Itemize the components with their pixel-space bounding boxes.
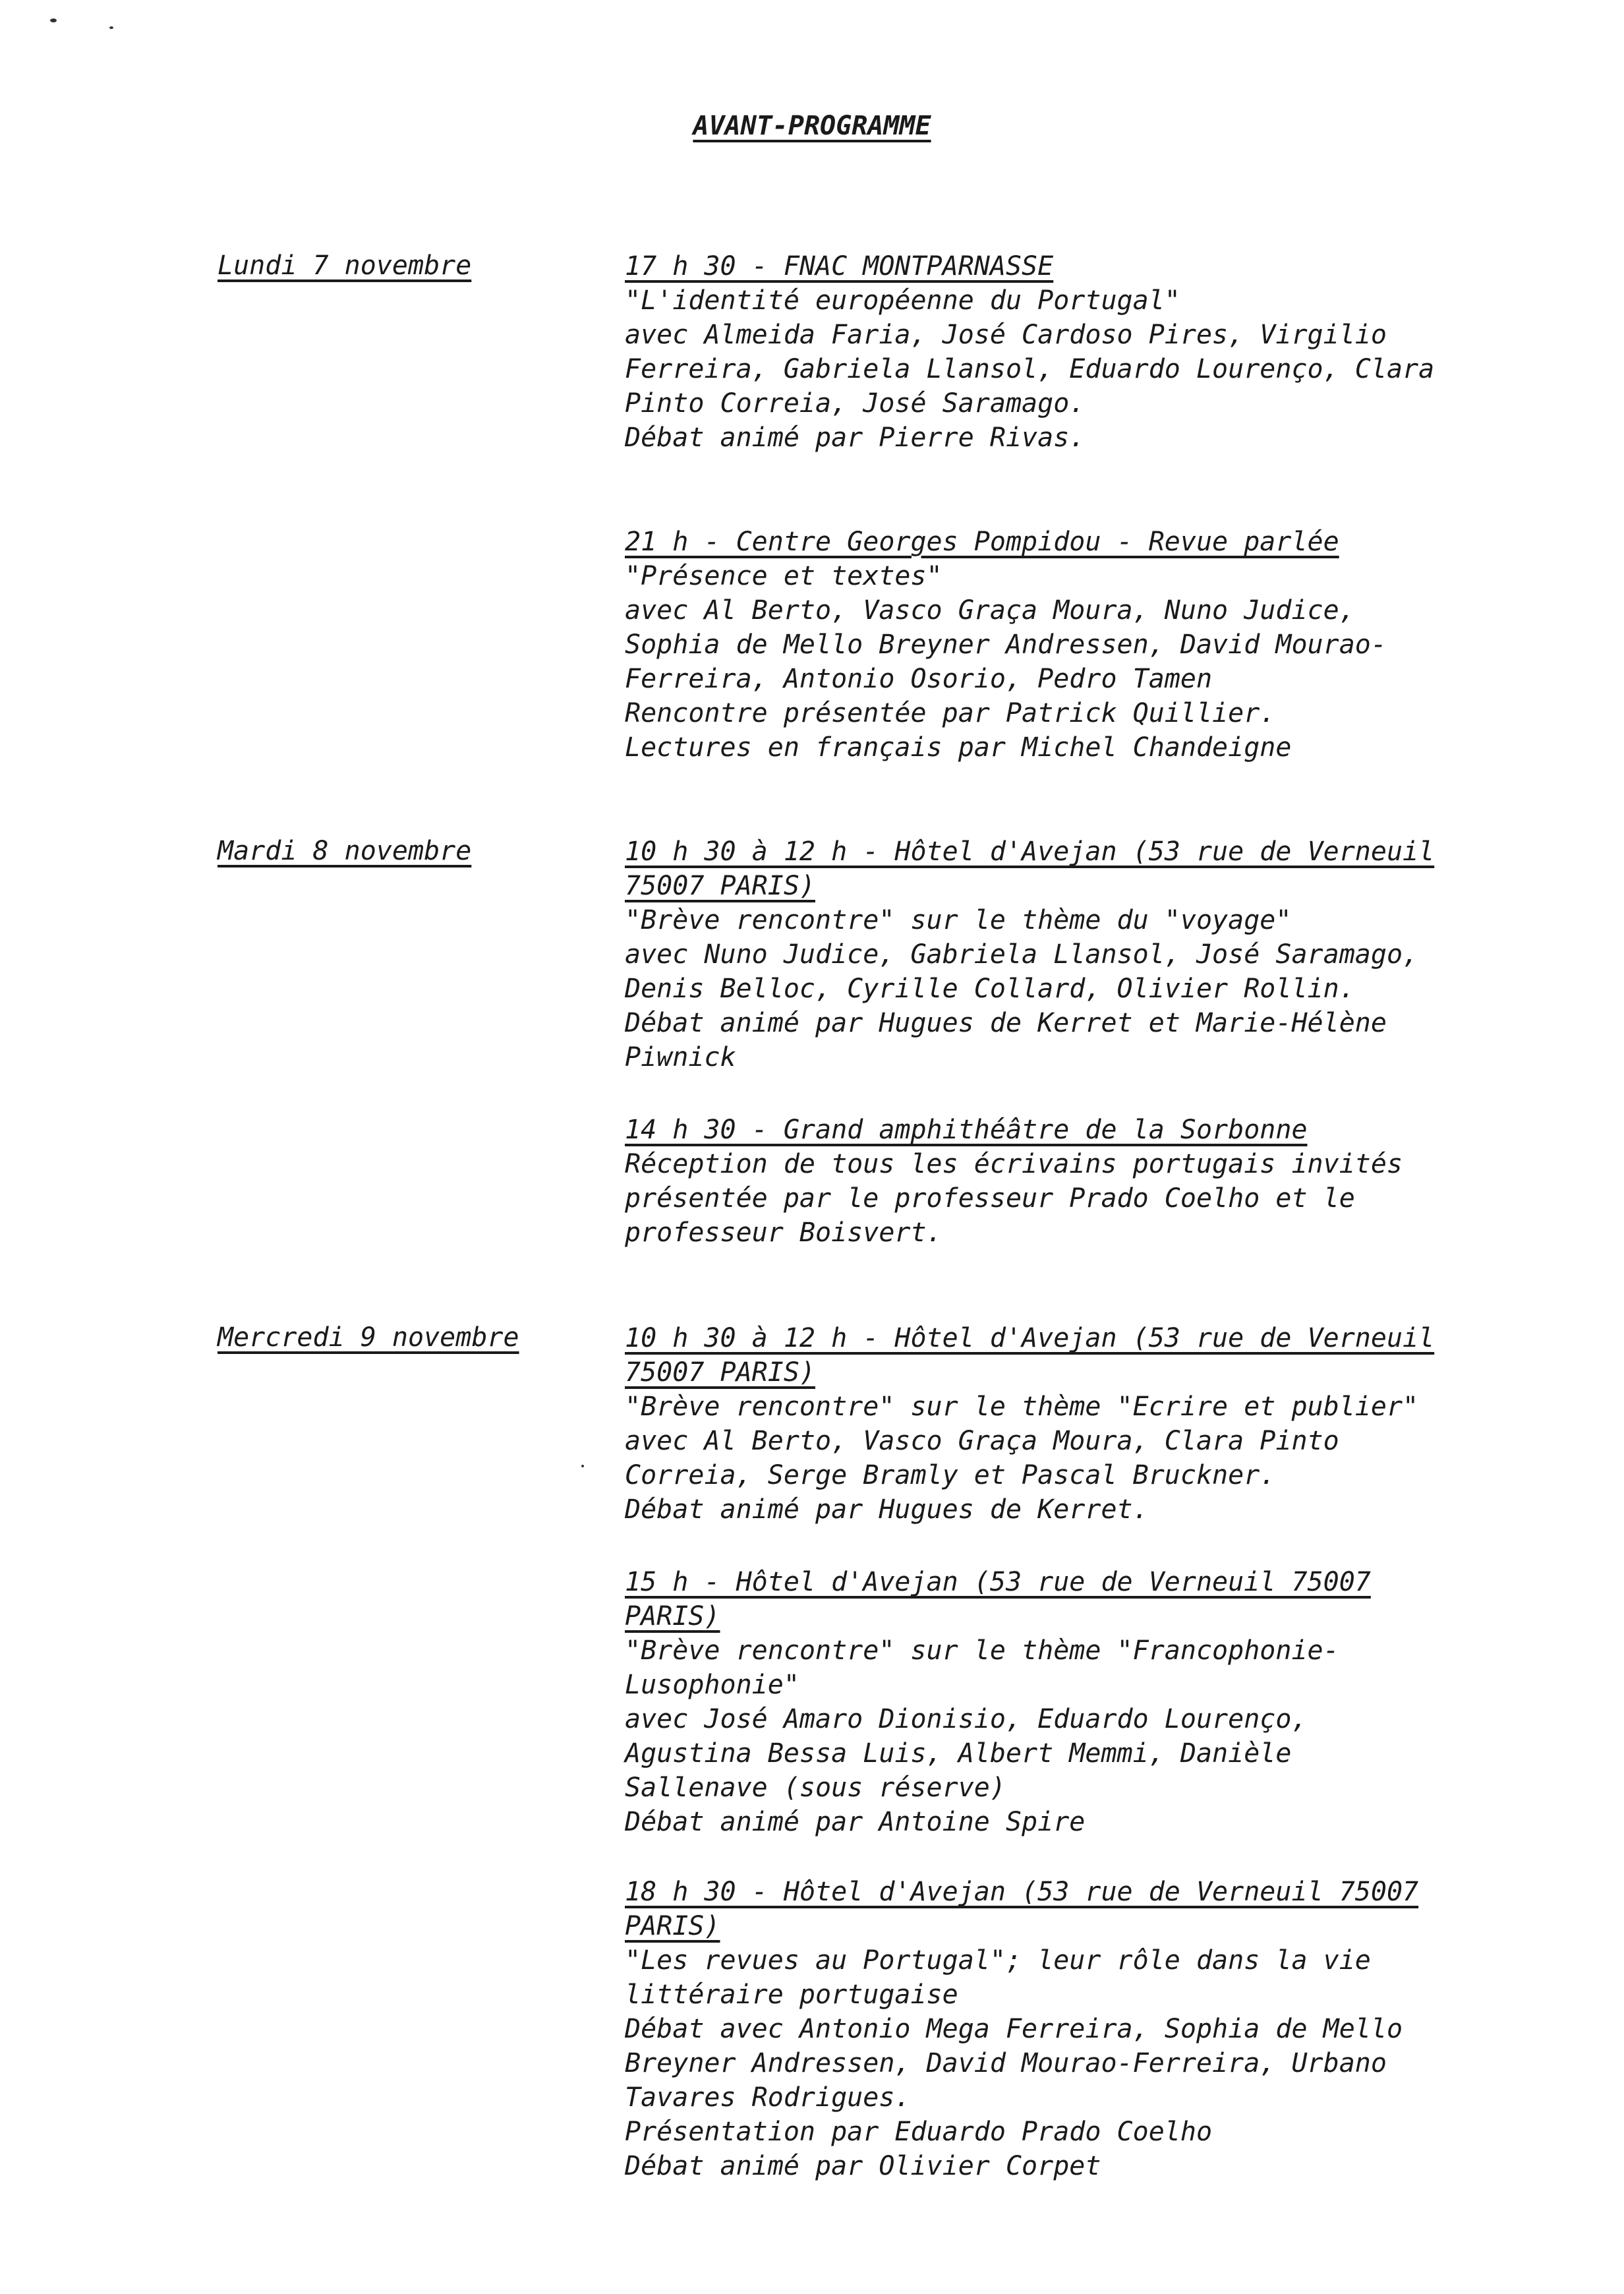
event-line: "Brève rencontre" sur le thème du "voyage" (625, 905, 1292, 935)
day-label-wednesday: Mercredi 9 novembre (218, 1322, 519, 1353)
event-line: Présentation par Eduardo Prado Coelho (625, 2117, 1213, 2147)
event-sorbonne (625, 1113, 1567, 1250)
day-label-tuesday: Mardi 8 novembre (218, 836, 472, 866)
event-header: 18 h 30 - Hôtel d'Avejan (53 rue de Verneuil 75007 PARIS) (625, 1877, 1419, 1941)
event-line: Lectures en français par Michel Chandeigne (625, 732, 1292, 763)
event-line: Denis Belloc, Cyrille Collard, Olivier Rollin. (625, 974, 1355, 1004)
event-line: Rencontre présentée par Patrick Quillier. (625, 698, 1276, 728)
event-line: Lusophonie" (625, 1670, 799, 1700)
event-line: Ferreira, Antonio Osorio, Pedro Tamen (625, 664, 1213, 694)
event-line: Agustina Bessa Luis, Albert Memmi, Danièle (625, 1738, 1292, 1769)
event-line: avec Almeida Faria, José Cardoso Pires, Virgilio (625, 320, 1387, 350)
event-centre-pompidou (625, 525, 1567, 765)
event-line: professeur Boisvert. (625, 1218, 942, 1248)
event-line: "Brève rencontre" sur le thème "Francophonie- (625, 1635, 1339, 1666)
event-line: "L'identité européenne du Portugal" (625, 285, 1180, 316)
event-header: 17 h 30 - FNAC MONTPARNASSE (625, 251, 1054, 281)
event-line: Débat animé par Hugues de Kerret. (625, 1494, 1149, 1525)
page-title: AVANT-PROGRAMME (693, 111, 931, 141)
event-line: Sallenave (sous réserve) (625, 1773, 1006, 1803)
event-line: "Brève rencontre" sur le thème "Ecrire et publier" (625, 1392, 1419, 1422)
event-line: Réception de tous les écrivains portugais invités (625, 1149, 1403, 1179)
event-line: Débat animé par Pierre Rivas. (625, 423, 1086, 453)
event-line: Correia, Serge Bramly et Pascal Bruckner. (625, 1460, 1276, 1490)
event-header: 10 h 30 à 12 h - Hôtel d'Avejan (53 rue de Verneuil 75007 PARIS) (625, 837, 1435, 901)
event-hotel-avejan-voyage (625, 835, 1567, 1074)
event-line: Sophia de Mello Breyner Andressen, David Mourao- (625, 630, 1387, 660)
event-line: Pinto Correia, José Saramago. (625, 388, 1086, 419)
event-header: 21 h - Centre Georges Pompidou - Revue parlée (625, 527, 1339, 557)
event-line: "Présence et textes" (625, 561, 942, 591)
event-header: 10 h 30 à 12 h - Hôtel d'Avejan (53 rue de Verneuil 75007 PARIS) (625, 1323, 1435, 1388)
scan-speck (581, 1465, 584, 1467)
event-hotel-avejan-francophonie (625, 1565, 1567, 1839)
event-line: Ferreira, Gabriela Llansol, Eduardo Lourenço, Clara (625, 354, 1435, 384)
event-line: Tavares Rodrigues. (625, 2082, 911, 2113)
event-line: Débat animé par Hugues de Kerret et Marie-Hélène (625, 1008, 1387, 1038)
event-line: Débat animé par Antoine Spire (625, 1807, 1086, 1837)
event-line: avec Al Berto, Vasco Graça Moura, Nuno Judice, (625, 595, 1355, 626)
event-line: Débat animé par Olivier Corpet (625, 2151, 1101, 2181)
day-label-monday: Lundi 7 novembre (218, 250, 472, 281)
event-line: Piwnick (625, 1042, 736, 1073)
event-line: présentée par le professeur Prado Coelho et le (625, 1183, 1355, 1214)
event-fnac-montparnasse (625, 249, 1567, 455)
event-line: "Les revues au Portugal"; leur rôle dans la vie (625, 1945, 1371, 1976)
event-line: avec José Amaro Dionisio, Eduardo Lourenço, (625, 1704, 1308, 1734)
event-header: 14 h 30 - Grand amphithéâtre de la Sorbonne (625, 1115, 1308, 1145)
scan-speck (50, 18, 57, 22)
event-line: avec Al Berto, Vasco Graça Moura, Clara Pinto (625, 1426, 1339, 1456)
event-line: Breyner Andressen, David Mourao-Ferreira, Urbano (625, 2048, 1387, 2078)
scan-speck (109, 26, 113, 29)
event-header: 15 h - Hôtel d'Avejan (53 rue de Verneuil 75007 PARIS) (625, 1567, 1371, 1632)
event-hotel-avejan-revues (625, 1875, 1567, 2183)
event-line: Débat avec Antonio Mega Ferreira, Sophia de Mello (625, 2014, 1403, 2044)
event-line: avec Nuno Judice, Gabriela Llansol, José Saramago, (625, 939, 1419, 970)
event-hotel-avejan-ecrire (625, 1321, 1567, 1527)
event-line: littéraire portugaise (625, 1980, 958, 2010)
